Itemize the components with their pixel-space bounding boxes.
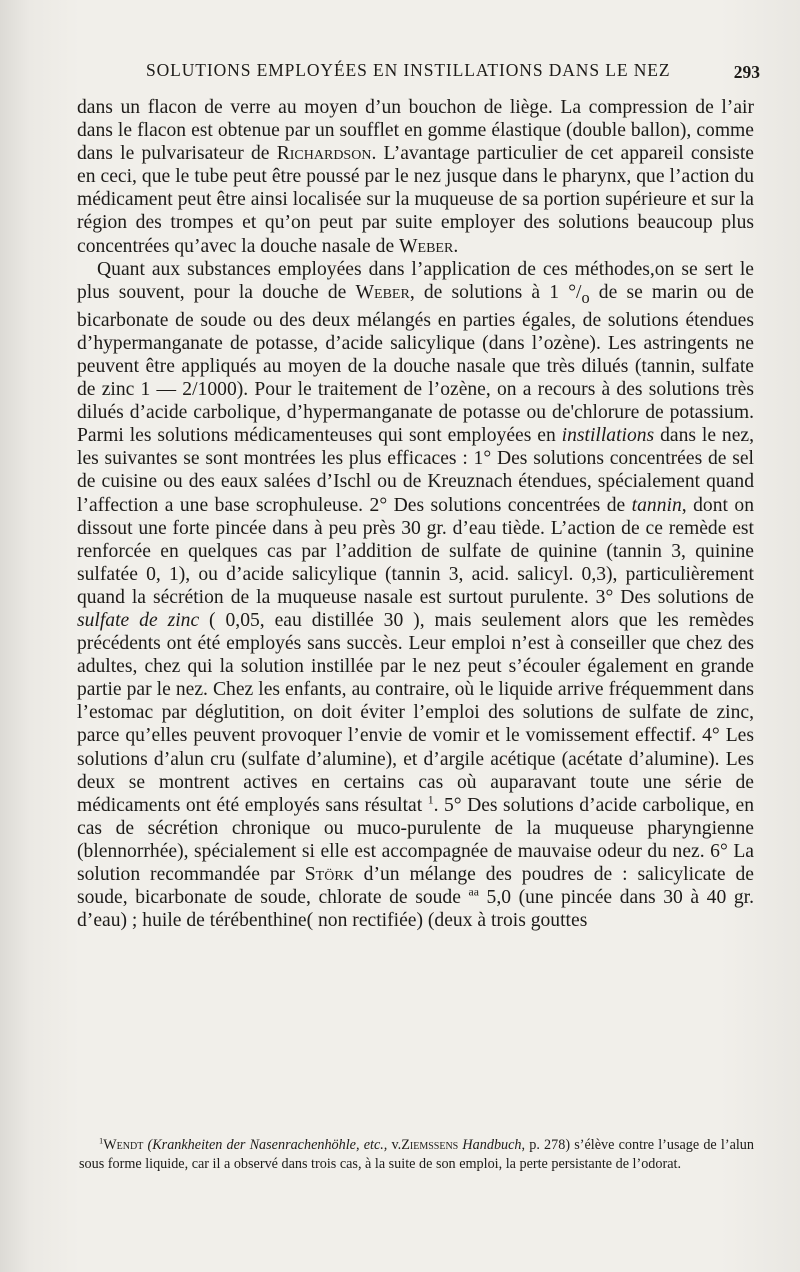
term-instillations: instillations (561, 425, 655, 447)
term-tannin: tannin (631, 494, 682, 516)
paragraph-continuation: dans un flacon de verre au moyen d’un bouchon de liège. La compression de l’air dans le flacon est obtenue par un soufflet en gomme élastique (double ballon), comme dans le pulvarisateur de Richardson. L’avantage particulier de cet appareil consiste en ceci, que le tube peut être poussé par le nez jusque dans le pharynx, que l’action du médicament peut être ainsi localisée sur la muqueuse de sa portion supérieure et sur la région des trompes et qu’on peut par suite employer des solutions beaucoup plus concentrées qu’avec la douche nasale de Weber. (77, 97, 754, 257)
footnote: $^1$Wendt (Krankheiten der Nasenrachenhöhle, etc., v.Ziemssens Handbuch, p. 278) s’élève contre l’usage de l’alun sous forme liquide, car il a observé dans trois cas, à la suite de son emploi, la perte persistante de l’odorat. (79, 1135, 754, 1172)
paragraph-main: Quant aux substances employées dans l’application de ces méthodes,on se sert le plus souvent, pour la douche de Weber, de solutions à 1 $^\circ/_o$ de se marin ou de bicarbonate de soude ou des deux mélangés en parties égales, de solutions étendues d’hypermanganate de potasse, d’acide salicylique (dans l’ozène). Les astringents ne peuvent être appliqués au moyen de la douche nasale que très dilués (tannin, sulfate de zinc 1 — 2/1000). Pour le traitement de l’ozène, on a recours à des solutions très dilués d’acide carbolique, d’hypermanganate de potasse ou de'chlorure de potassium. Parmi les solutions médicamenteuses qui sont employées en instillations dans le nez, les suivantes se sont montrées les plus efficaces : 1° Des solutions concentrées de sel de cuisine ou des eaux salées d’Ischl ou de Kreuznach étendues, spécialement quand l’affection a une base scrophuleuse. 2° Des solutions concentrées de tannin, dont on dissout une forte pincée dans à peu près 30 gr. d’eau tiède. L’action de ce remède est renforcée en quelques cas par l’addition de sulfate de quinine (tannin 3, quinine sulfatée 0, 1), ou d’acide salicylique (tannin 3, acid. salicyl. 0,3), particulièrement quand la sécrétion de la muqueuse nasale est surtout purulente. 3° Des solutions de sulfate de zinc ( 0,05, eau distillée 30 ), mais seulement alors que les remèdes précédents ont été employés sans succès. Leur emploi n’est à conseiller que chez des adultes, chez qui la solution instillée par le nez peut s’écouler également en grande partie par le nez. Chez les enfants, au contraire, où le liquide arrive fréquemment dans l’estomac par déglutition, on doit éviter l’emploi des solutions de sulfate de zinc, parce qu’elles peuvent provoquer l’envie de vomir et le vomissement effectif. 4° Les solutions d’alun cru (sulfate d’alumine), et d’argile acétique (acétate d’alumine). Les deux se montrent actives en certains cas où auparavant toute une série de médicaments ont été employés sans résultat $^1$. 5° Des solutions d’acide carbolique, en cas de sécrétion chronique ou muco-purulente de la muqueuse pharyngienne (blennorrhée), spécialement si elle est accompagnée de mauvaise odeur du nez. 6° La solution recommandée par Störk d’un mélange des poudres de : salicylicate de soude, bicarbonate de soude, chlorate de soude $^{aa}$ 5,0 (une pincée dans 30 à 40 gr. d’eau) ; huile de térébenthine( non rectifiée) (deux à trois gouttes (77, 258, 755, 932)
body-text (77, 96, 754, 932)
footnote-author-ziemssens: Ziemssens (401, 1137, 459, 1153)
author-weber: Weber (399, 235, 454, 257)
footnote-handbuch: Handbuch (462, 1137, 522, 1153)
author-richardson: Richardson (276, 143, 372, 165)
footnote-author-wendt: Wendt (103, 1137, 144, 1153)
footnote-reference: 1 (427, 793, 434, 807)
footnote-work-title: (Krankheiten der Nasenrachenhöhle, etc., (147, 1137, 388, 1153)
running-header (146, 60, 766, 88)
running-title: SOLUTIONS EMPLOYÉES EN INSTILLATIONS DANS LE NEZ (146, 60, 671, 80)
author-weber: Weber (355, 281, 410, 303)
term-sulfate-zinc: sulfate de zinc (77, 609, 200, 631)
author-stork: Störk (304, 864, 354, 885)
page-number: 293 (733, 62, 760, 82)
footnote-marker: 1 (99, 1135, 104, 1146)
